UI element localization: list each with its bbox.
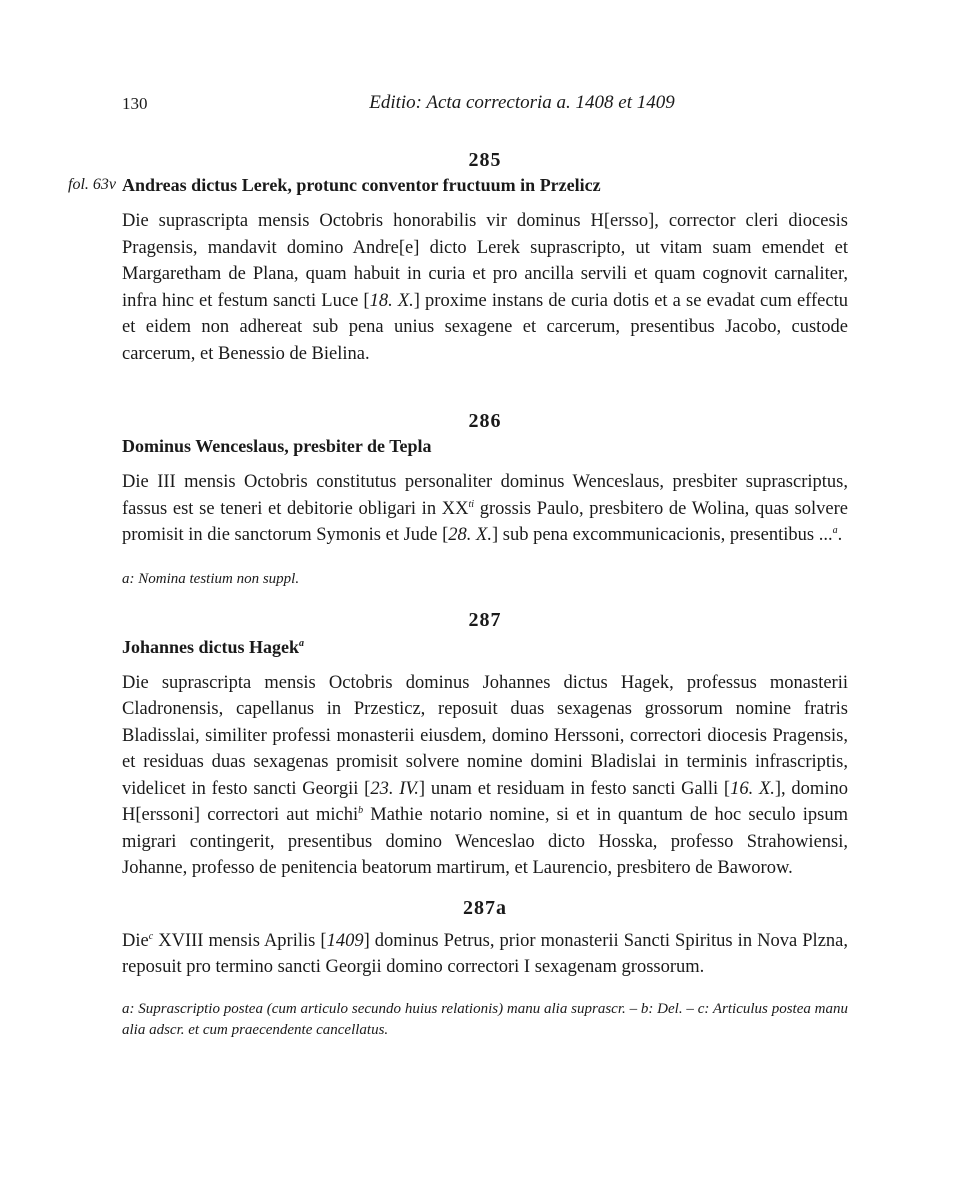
date-italic: 16. X. [730,778,775,799]
footnote-marker: a [832,524,838,536]
text-segment: Mathie notario nomine, si et in quantum de hoc seculo ipsum migrari contingerit, presentibus domino Wenceslao dicto Hosska, professo Strahowiensi, Johanne, professo de penitencia beatorum martirum, et Laurencio, presbitero de Baworow. [122,805,848,878]
entry-text [122,670,848,882]
footnote: a: Nomina testium non suppl. [122,570,300,587]
page-body [68,148,848,1041]
entry-287a [122,896,848,1041]
entry-286 [122,409,848,590]
footnote-marker: b [358,804,364,816]
text-segment: . [837,525,843,545]
entry-heading [122,634,848,660]
entry-number: 285 [468,149,502,171]
date-italic: 28. X. [448,525,492,545]
text-segment: ], domino H[erssoni] correctori aut michi [122,778,848,825]
entry-number: 287 [468,608,502,631]
text-segment: ] unam et residuam in festo sancti Galli [ [418,778,731,799]
date-italic: 1409 [326,930,364,951]
date-italic: 18. X. [369,290,414,311]
entry-text [122,928,848,981]
page-number: 130 [122,94,148,113]
date-italic: 23. IV. [370,778,419,799]
superscript: ti [468,498,475,510]
text-segment: Die III mensis Octobris constitutus personaliter dominus Wenceslaus, presbiter suprascriptus, fassus est se teneri et debitorie obligari in XX [122,472,848,519]
folio-margin-note: fol. 63v [68,176,116,193]
entry-285 [68,148,848,367]
text-segment: Die [122,930,149,951]
entry-number: 287a [463,896,507,919]
footnote-marker: a [299,637,305,649]
footnote: a: Suprascriptio postea (cum articulo secundo huius relationis) manu alia suprascr. – b: Del. – c: Articulus postea manu alia adscr. et cum praecendente cancellatus. [122,1000,848,1038]
text-segment: ] sub pena excommunicacionis, presentibus ... [491,525,833,545]
entry-text [122,208,848,367]
text-segment: ] proxime instans de curia dotis et a se evadat cum effectu et eidem non adhereat sub pena unius sexagene et carcerum, presentibus Jacobo, custode carcerum, et Benessio de Bielina. [122,290,848,364]
entry-heading: Dominus Wenceslaus, presbiter de Tepla [122,436,432,456]
text-segment: ] dominus Petrus, prior monasterii Sancti Spiritus in Nova Plzna, reposuit pro termino sancti Georgii domino correctori I sexagenam grossorum. [122,930,848,977]
footnote-marker: c [148,930,154,942]
text-segment: Die suprascripta mensis Octobris dominus Johannes dictus Hagek, professus monasterii Cladronensis, capellanus in Przesticz, reposuit duas sexagenas grossorum nomine fratris Bladisslai, similiter professi monasterii eiusdem, domino Herssoni, correctori diocesis Pragensis, et residuas duas sexagenas promisit solvere nomine domini Bladislai in terminis infrascriptis, videlicet in festo sancti Georgii [ [122,672,848,799]
entry-heading-text: Andreas dictus Lerek, protunc conventor fructuum in Przelicz [122,175,601,195]
entry-text [122,469,848,549]
entry-287 [122,608,848,882]
text-segment: XVIII mensis Aprilis [ [153,930,327,951]
running-title: Editio: Acta correctoria a. 1408 et 1409 [369,92,675,113]
entry-number: 286 [468,410,502,432]
entry-heading-text: Johannes dictus Hagek [122,636,300,657]
entry-heading [68,172,848,198]
text-segment: Die suprascripta mensis Octobris honorabilis vir dominus H[ersso], corrector cleri diocesis Pragensis, mandavit domino Andre[e] dicto Lerek suprascripto, ut vitam suam emendet et Margaretham de Plana, quam habuit in curia et pro ancilla servili et quam cognovit carnaliter, infra hinc et festum sancti Luce [ [122,211,848,311]
text-segment: grossis Paulo, presbitero de Wolina, quas solvere promisit in die sanctorum Symonis et Jude [ [122,498,848,545]
